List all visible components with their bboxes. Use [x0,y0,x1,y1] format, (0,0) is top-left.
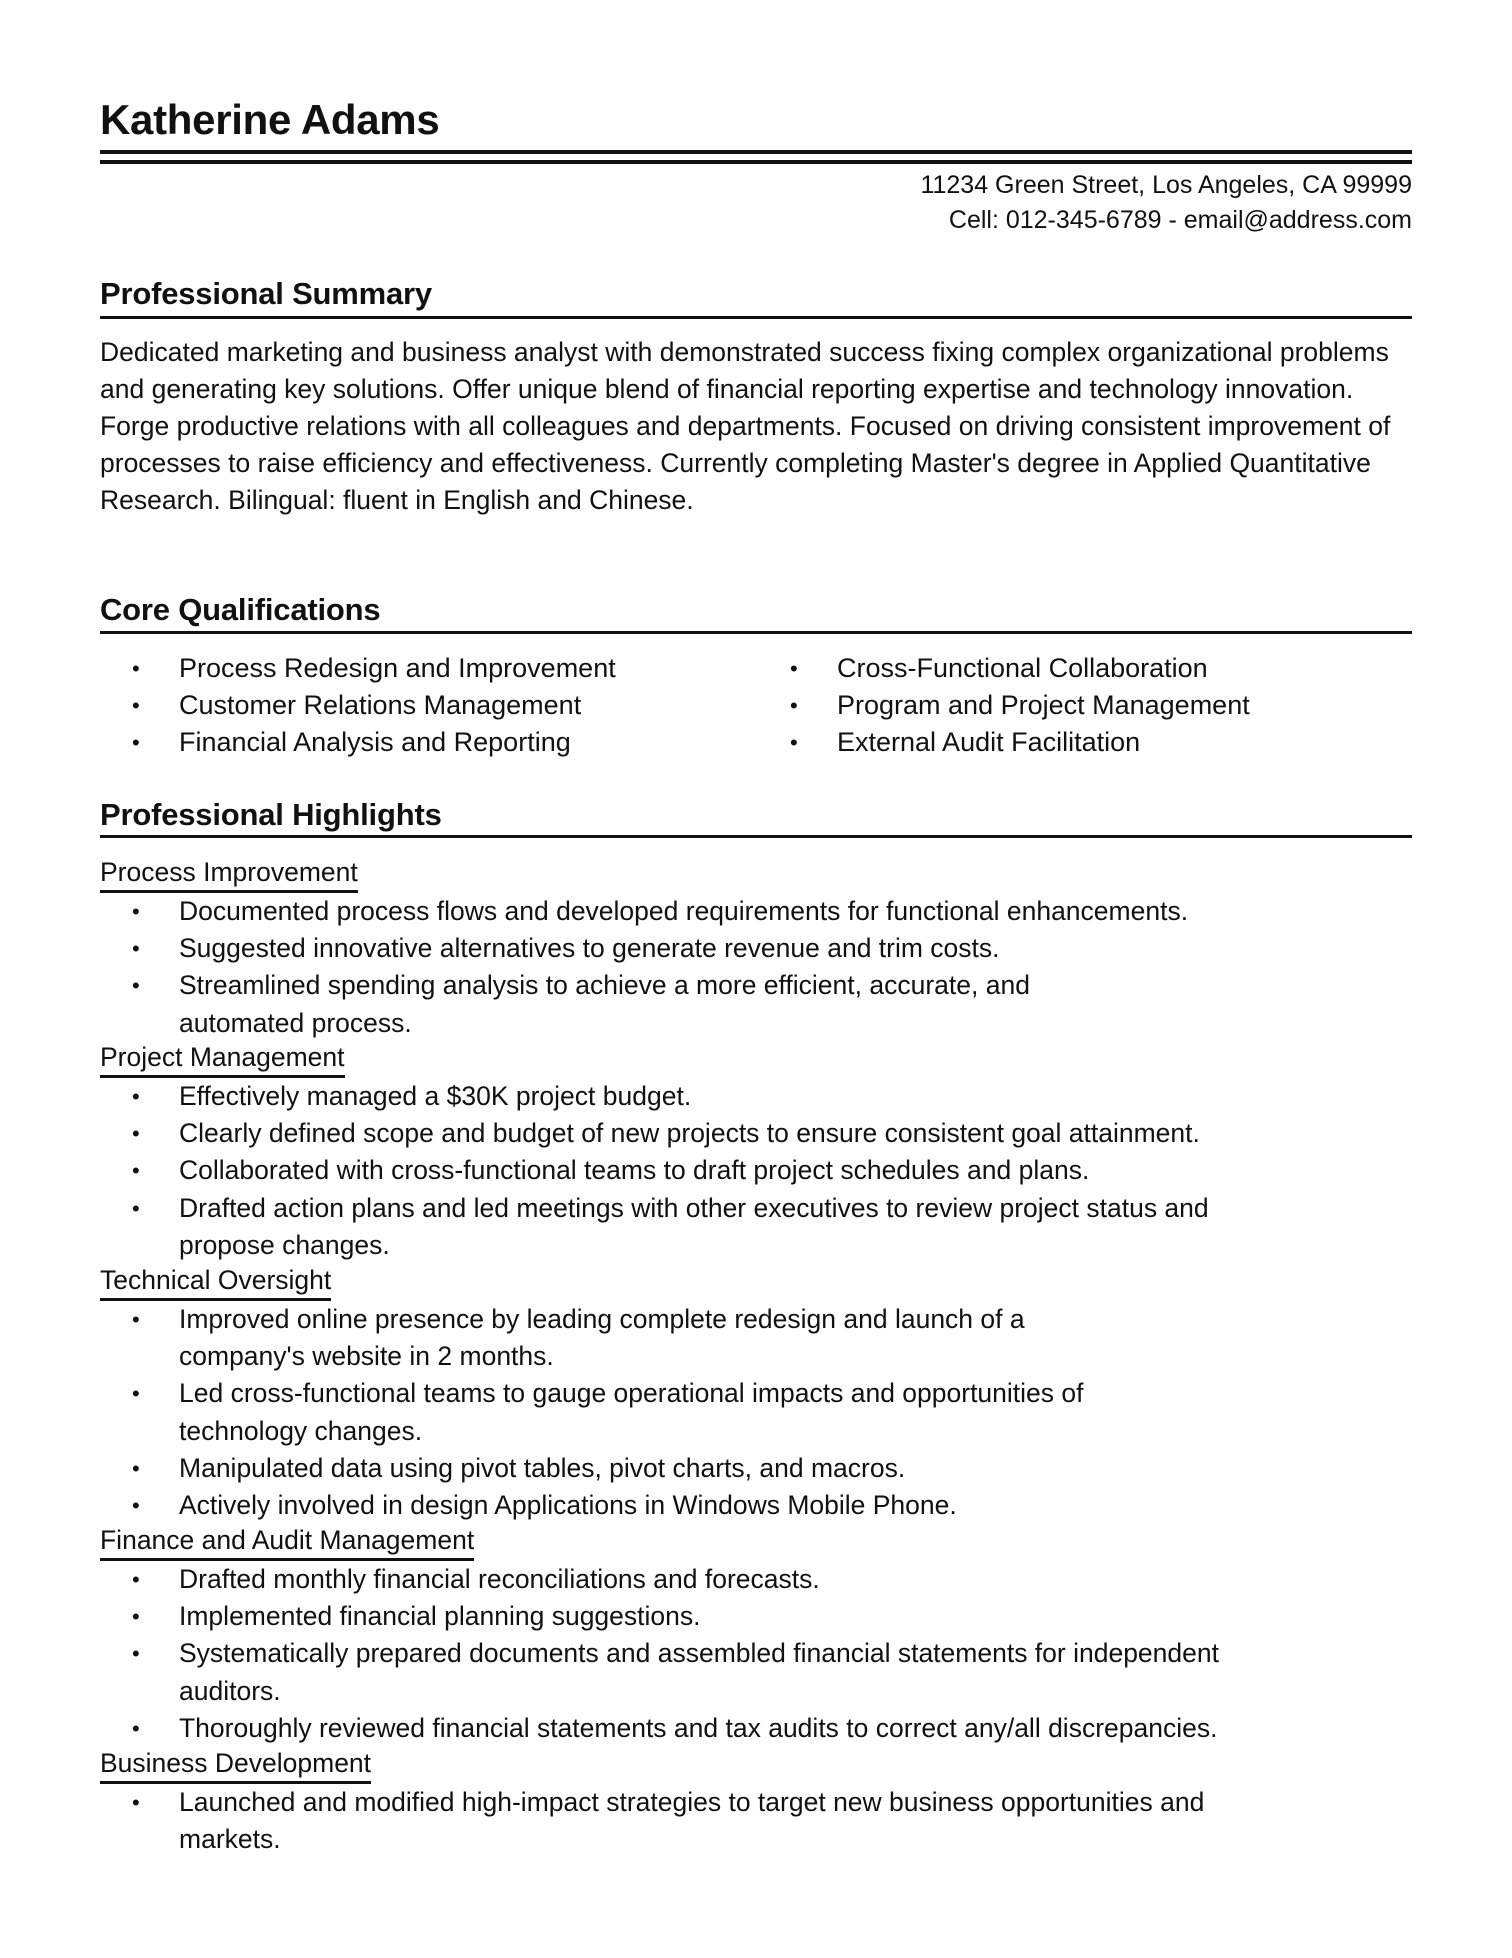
header-rule-top [100,150,1412,154]
highlight-item: • Implemented financial planning suggestions. [100,1598,1412,1635]
highlight-item: • Drafted monthly financial reconciliations and forecasts. [100,1561,1412,1598]
section-rule-summary [100,316,1412,319]
bullet-icon: • [132,1604,140,1630]
qualification-item: • Financial Analysis and Reporting [100,724,616,761]
highlights-list-project-management [100,1078,1412,1264]
qualifications-left [100,650,616,761]
section-title-summary: Professional Summary [100,276,432,311]
bullet-icon: • [132,1158,140,1184]
highlight-item: • Improved online presence by leading complete redesign and launch of a company's website in 2 months. [100,1301,1412,1375]
qualifications-right [758,650,1250,761]
highlight-item: • Manipulated data using pivot tables, pivot charts, and macros. [100,1450,1412,1487]
bullet-icon: • [790,693,798,718]
bullet-icon: • [132,973,140,999]
highlight-item: • Suggested innovative alternatives to generate revenue and trim costs. [100,930,1412,967]
highlight-item: • Led cross-functional teams to gauge operational impacts and opportunities of technology changes. [100,1375,1412,1449]
highlights-list-technical-oversight [100,1301,1412,1524]
highlight-item: • Actively involved in design Applications in Windows Mobile Phone. [100,1487,1412,1524]
address: 11234 Green Street, Los Angeles, CA 99999 [920,171,1412,199]
qualification-item: • Process Redesign and Improvement [100,650,616,687]
bullet-icon: • [132,1307,140,1332]
bullet-icon: • [132,1195,140,1221]
bullet-icon: • [132,656,140,681]
bullet-icon: • [132,1790,140,1815]
section-title-highlights: Professional Highlights [100,797,442,832]
bullet-icon: • [132,1381,140,1407]
bullet-icon: • [132,693,140,718]
header-rule-bottom [100,160,1412,164]
section-rule-highlights [100,835,1412,838]
phone-email: Cell: 012-345-6789 - email@address.com [948,206,1412,234]
subheading-business-development: Business Development [100,1746,371,1784]
bullet-icon: • [132,1455,140,1481]
summary-text: Dedicated marketing and business analyst with demonstrated success fixing complex organizational problems and generating key solutions. Offer unique blend of financial reporting expertise and technology innovation. Forge productive relations with all colleagues and departments. Focused on driving consistent improvement of processes to raise efficiency and effectiveness. Currently completing Master's degree in Applied Quantitative Research. Bilingual: fluent in English and Chinese. [100,337,1391,515]
bullet-icon: • [132,730,140,755]
highlight-item: • Thoroughly reviewed financial statements and tax audits to correct any/all discrepancies. [100,1710,1412,1747]
qualification-item: • Customer Relations Management [100,687,616,724]
highlight-item: • Launched and modified high-impact strategies to target new business opportunities and markets. [100,1784,1412,1858]
highlight-item: • Drafted action plans and led meetings with other executives to review project status and propose changes. [100,1190,1412,1264]
highlight-item: • Collaborated with cross-functional teams to draft project schedules and plans. [100,1152,1412,1189]
highlights-list-business-development [100,1784,1412,1858]
highlights-list-process-improvement [100,893,1412,1042]
bullet-icon: • [790,730,798,755]
subheading-project-management: Project Management [100,1040,345,1078]
highlight-item: • Effectively managed a $30K project budget. [100,1078,1412,1115]
bullet-icon: • [790,656,798,681]
subheading-process-improvement: Process Improvement [100,855,358,893]
bullet-icon: • [132,936,140,962]
section-rule-qualifications [100,631,1412,634]
bullet-icon: • [132,1641,140,1667]
highlight-item: • Clearly defined scope and budget of new projects to ensure consistent goal attainment. [100,1115,1412,1152]
highlights-list-finance-audit [100,1561,1412,1747]
bullet-icon: • [132,1493,140,1519]
highlight-item: • Systematically prepared documents and assembled financial statements for independent auditors. [100,1635,1412,1709]
qualification-item: • Program and Project Management [758,687,1250,724]
subheading-finance-audit: Finance and Audit Management [100,1523,474,1561]
qualification-item: • External Audit Facilitation [758,724,1250,761]
qualification-item: • Cross-Functional Collaboration [758,650,1250,687]
bullet-icon: • [132,899,140,924]
highlight-item: • Documented process flows and developed requirements for functional enhancements. [100,893,1412,930]
bullet-icon: • [132,1121,140,1147]
contact-block [920,168,1412,238]
bullet-icon: • [132,1567,140,1592]
subheading-technical-oversight: Technical Oversight [100,1263,331,1301]
candidate-name: Katherine Adams [100,96,440,143]
bullet-icon: • [132,1715,140,1741]
section-title-qualifications: Core Qualifications [100,592,381,627]
highlight-item: • Streamlined spending analysis to achieve a more efficient, accurate, and automated process. [100,967,1412,1041]
bullet-icon: • [132,1084,140,1109]
